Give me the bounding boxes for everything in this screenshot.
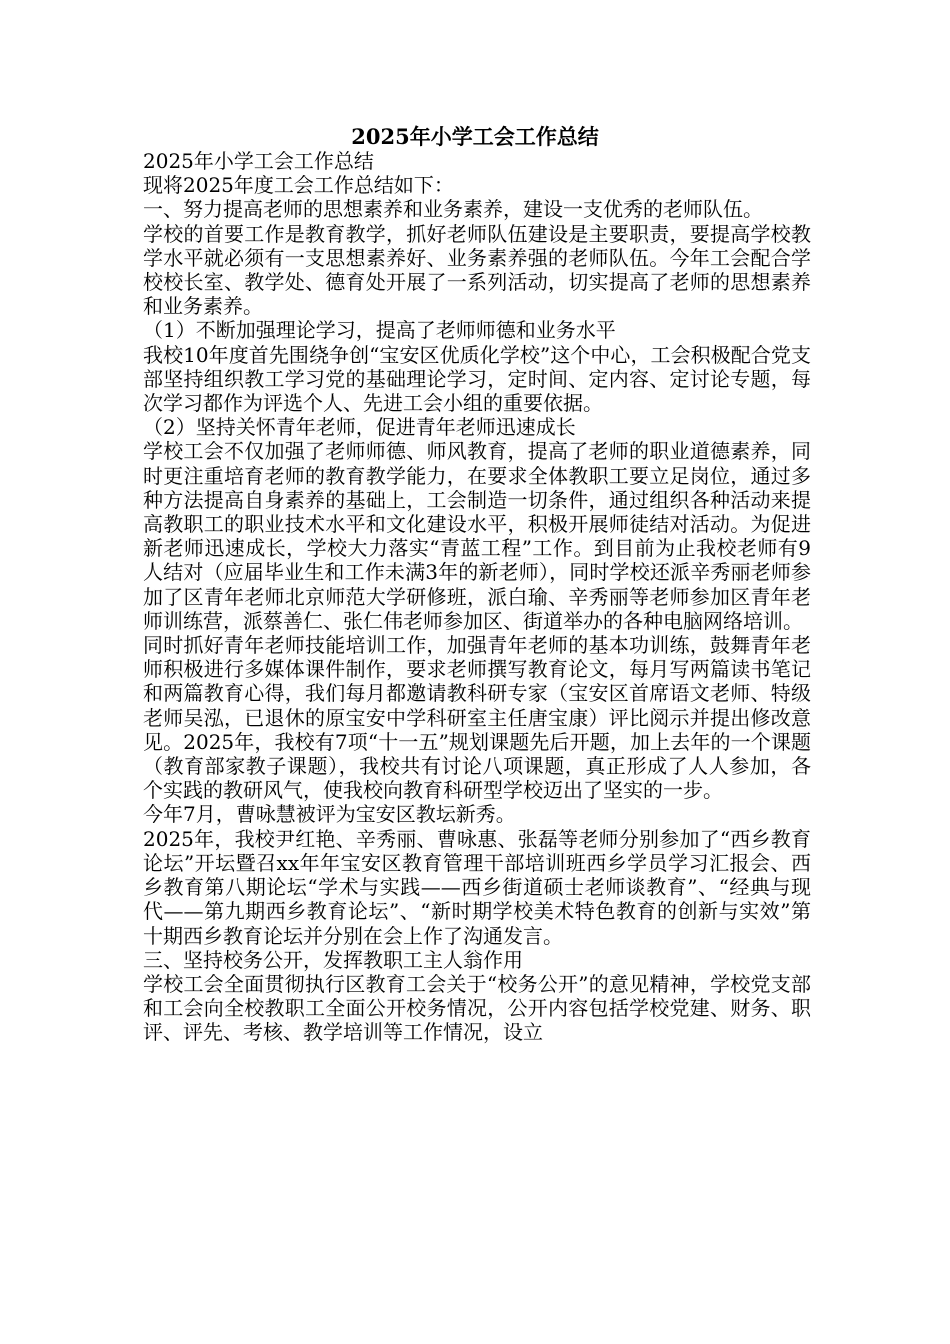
paragraph-intro: 现将2025年度工会工作总结如下： bbox=[143, 173, 454, 198]
paragraph: 今年7月，曹咏慧被评为宝安区教坛新秀。 bbox=[143, 802, 516, 827]
paragraph-subtitle: 2025年小学工会工作总结 bbox=[143, 149, 374, 173]
section-heading-3: 三、坚持校务公开，发挥教职工主人翁作用 bbox=[143, 947, 523, 972]
paragraph: 学校的首要工作是教育教学，抓好老师队伍建设是主要职责，要提高学校教学水平就必须有一支思想素养好、业务素养强的老师队伍。今年工会配合学校校长室、教学处、德育处开展了一系列活动，切实提高了老师的思想素养和业务素养。 bbox=[143, 221, 811, 319]
subsection-heading-1: （1）不断加强理论学习，提高了老师师德和业务水平 bbox=[143, 318, 616, 343]
section-heading-1: 一、努力提高老师的思想素养和业务素养，建设一支优秀的老师队伍。 bbox=[143, 197, 763, 222]
paragraph: 同时抓好青年老师技能培训工作，加强青年老师的基本功训练，鼓舞青年老师积极进行多媒体课件制作，要求老师撰写教育论文，每月写两篇读书笔记和两篇教育心得，我们每月都邀请教科研专家（宝安区首席语文老师、特级老师吴泓，已退休的原宝安中学科研室主任唐宝康）评比阅示并提出修改意见。2025年，我校有7项“十一五”规划课题先后开题，加上去年的一个课题（教育部家教子课题），我校共有讨论八项课题，真正形成了人人参加，各个实践的教研风气，使我校向教育科研型学校迈出了坚实的一步。 bbox=[143, 633, 811, 803]
paragraph: 学校工会全面贯彻执行区教育工会关于“校务公开”的意见精神，学校党支部和工会向全校教职工全面公开校务情况，公开内容包括学校党建、财务、职评、评先、考核、教学培训等工作情况，设立 bbox=[143, 971, 811, 1045]
subsection-heading-2: （2）坚持关怀青年老师，促进青年老师迅速成长 bbox=[143, 415, 576, 440]
paragraph: 我校10年度首先围绕争创“宝安区优质化学校”这个中心，工会积极配合党支部坚持组织教工学习党的基础理论学习，定时间、定内容、定讨论专题，每次学习都作为评选个人、先进工会小组的重要依据。 bbox=[143, 342, 811, 416]
paragraph: 学校工会不仅加强了老师师德、师风教育，提高了老师的职业道德素养，同时更注重培育老师的教育教学能力，在要求全体教职工要立足岗位，通过多种方法提高自身素养的基础上，工会制造一切条件，通过组织各种活动来提高教职工的职业技术水平和文化建设水平，积极开展师徒结对活动。为促进新老师迅速成长，学校大力落实“青蓝工程”工作。到目前为止我校老师有9人结对（应届毕业生和工作未满3年的新老师），同时学校还派辛秀丽老师参加了区青年老师北京师范大学研修班，派白瑜、辛秀丽等老师参加区青年老师训练营，派蔡善仁、张仁伟老师参加区、街道举办的各种电脑网络培训。 bbox=[143, 439, 811, 633]
document-title: 2025年小学工会工作总结 bbox=[351, 124, 599, 149]
paragraph: 2025年，我校尹红艳、辛秀丽、曹咏惠、张磊等老师分别参加了“西乡教育论坛”开坛暨召xx年年宝安区教育管理干部培训班西乡学员学习汇报会、西乡教育第八期论坛“学术与实践——西乡街道硕士老师谈教育”、“经典与现代——第九期西乡教育论坛”、“新时期学校美术特色教育的创新与实效”第十期西乡教育论坛并分别在会上作了沟通发言。 bbox=[143, 826, 811, 948]
document-body bbox=[143, 149, 811, 1045]
